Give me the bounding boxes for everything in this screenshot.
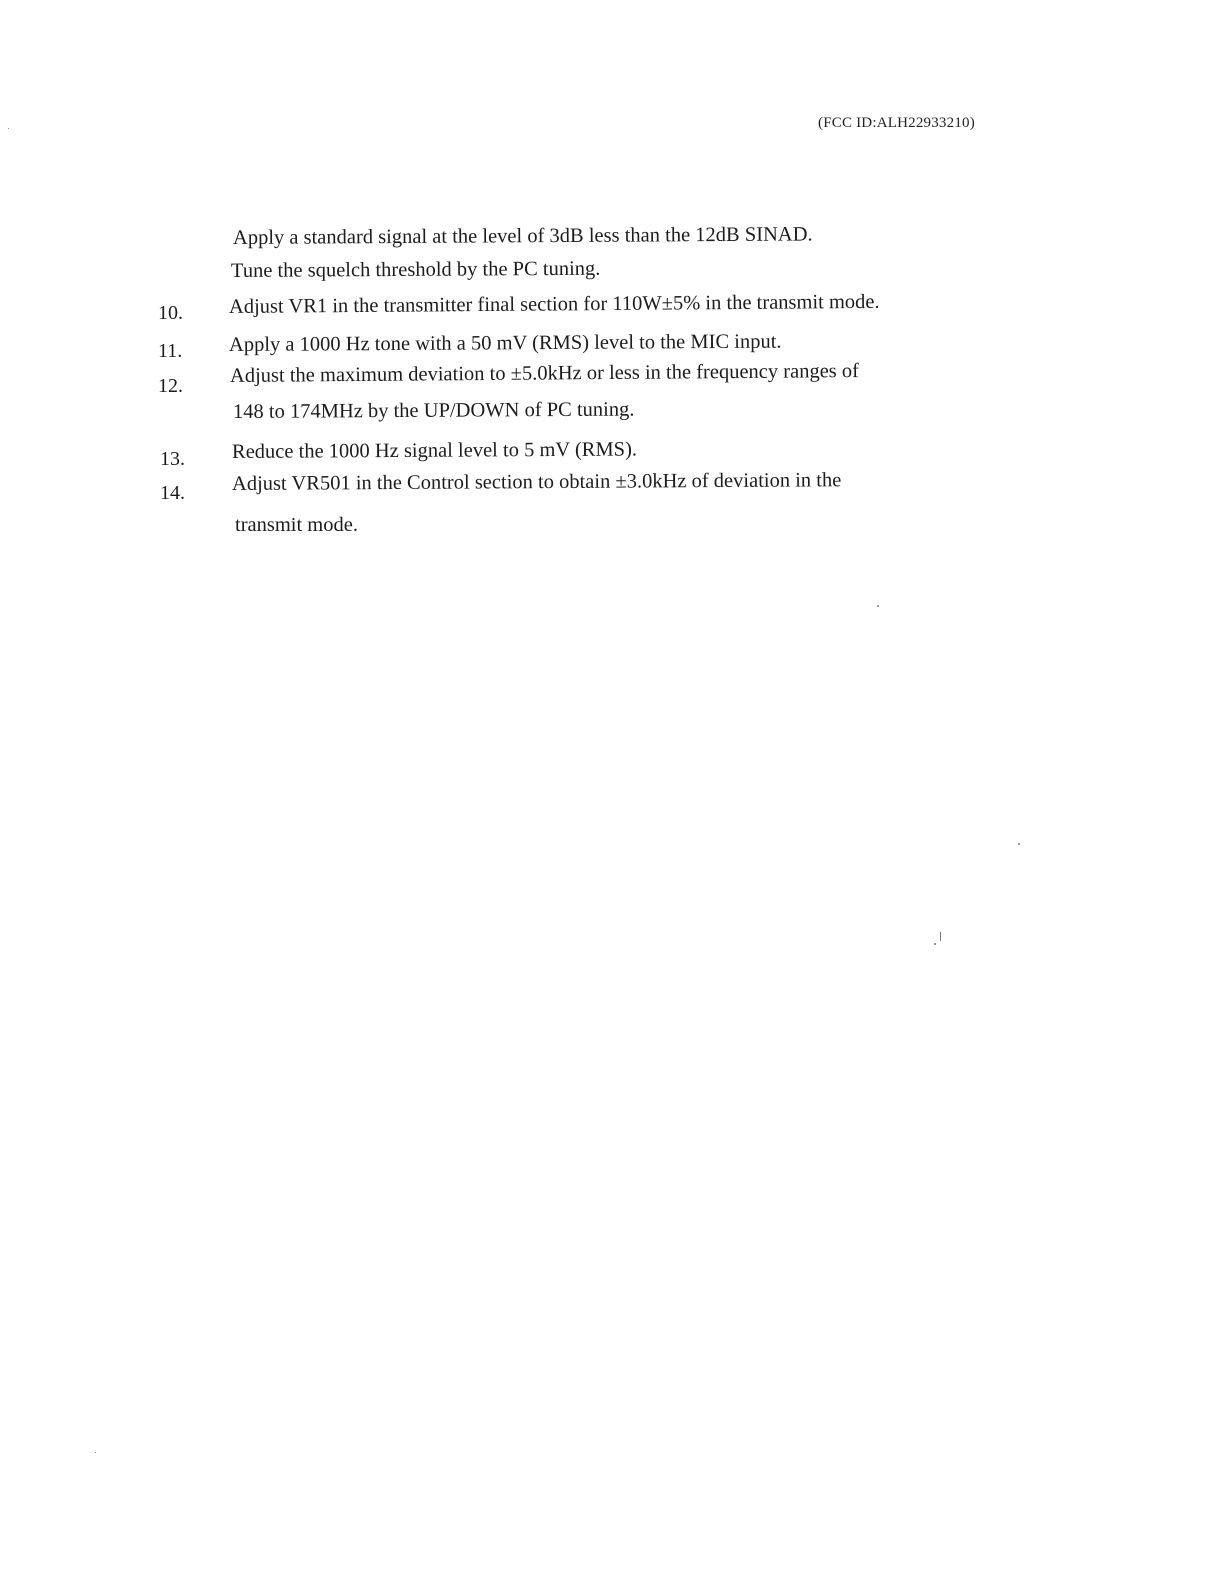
scan-speck [1018, 843, 1020, 845]
step-number-11: 11. [158, 340, 183, 362]
step-number-14: 14. [160, 482, 185, 504]
step-10-line-1: Adjust VR1 in the transmitter final section for 110W±5% in the transmit mode. [228, 290, 880, 318]
step-12-line-2: 148 to 174MHz by the UP/DOWN of PC tuning. [232, 398, 635, 423]
scan-speck [940, 932, 941, 941]
fcc-id-header: (FCC ID:ALH22933210) [818, 115, 975, 131]
step-number-13: 13. [160, 448, 185, 470]
step-12-line-1: Adjust the maximum deviation to ±5.0kHz or less in the frequency ranges of [229, 360, 860, 387]
intro-line-2: Tune the squelch threshold by the PC tuning. [230, 257, 601, 282]
step-13-line-1: Reduce the 1000 Hz signal level to 5 mV (RMS). [231, 438, 638, 463]
step-number-10: 10. [158, 302, 183, 324]
scan-speck [934, 943, 936, 945]
scan-speck [8, 128, 9, 129]
step-11-line-1: Apply a 1000 Hz tone with a 50 mV (RMS) level to the MIC input. [228, 330, 782, 356]
step-14-line-2: transmit mode. [235, 514, 358, 536]
step-14-line-1: Adjust VR501 in the Control section to obtain ±3.0kHz of deviation in the [231, 469, 842, 495]
scan-speck [95, 1452, 96, 1453]
scan-speck [877, 605, 879, 607]
step-number-12: 12. [158, 375, 183, 397]
intro-line-1: Apply a standard signal at the level of 3dB less than the 12dB SINAD. [232, 223, 813, 249]
